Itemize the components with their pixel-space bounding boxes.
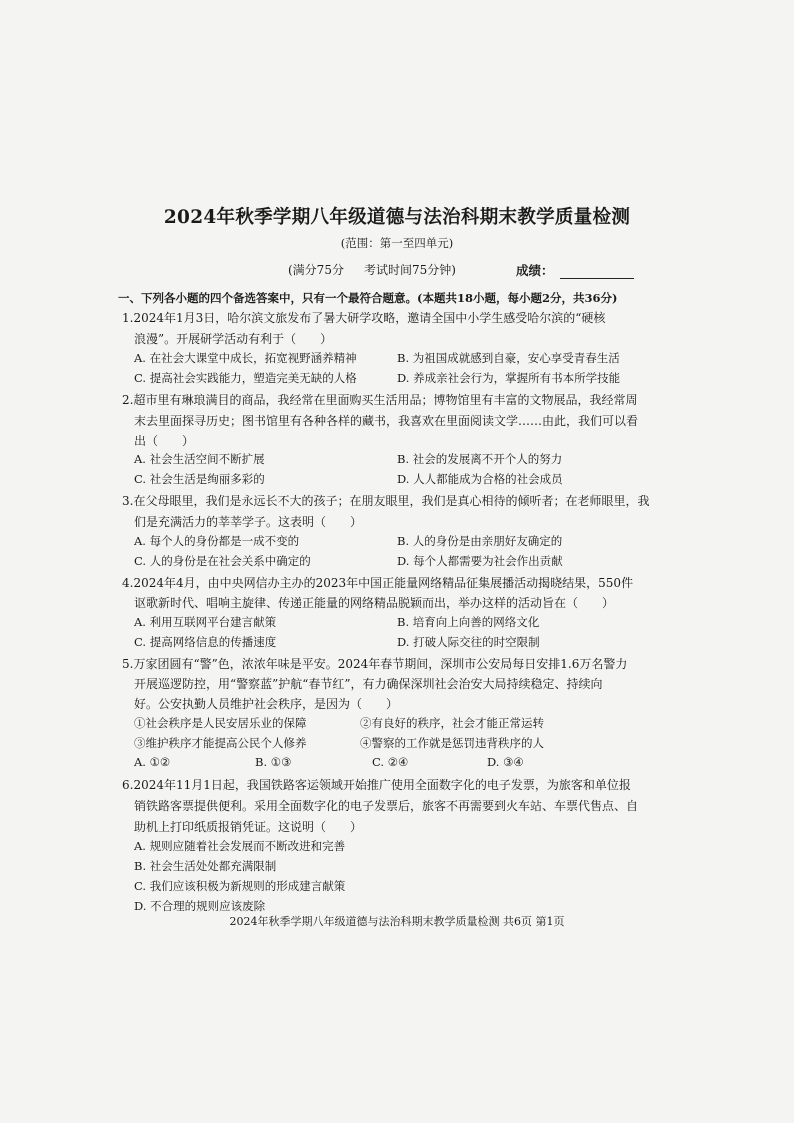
exam-time: 考试时间75分钟): [363, 263, 456, 277]
q3-line1: 3.在父母眼里，我们是永远长不大的孩子；在朋友眼里，我们是真心相待的倾听者；在老师眼里，我: [122, 494, 650, 508]
q2-option-b: B. 社会的发展离不开个人的努力: [397, 452, 563, 466]
q3-line2: 们是充满活力的莘莘学子。这表明（ ）: [134, 515, 363, 529]
q4-line1: 4.2024年4月，由中央网信办主办的2023年中国正能量网络精品征集展播活动揭晓结果，550件: [122, 576, 634, 590]
q6-line3: 助机上打印纸质报销凭证。这说明（ ）: [134, 820, 363, 834]
q1-line1: 1.2024年1月3日，哈尔滨文旅发布了暑大研学攻略，邀请全国中小学生感受哈尔滨的“硬核: [122, 311, 606, 325]
q5-line2: 开展巡逻防控，用“警察蓝”护航“春节红”，有力确保深圳社会治安大局持续稳定、持续向: [134, 677, 603, 691]
q6-option-c: C. 我们应该积极为新规则的形成建言献策: [134, 879, 346, 893]
q6-option-a: A. 规则应随着社会发展而不断改进和完善: [134, 839, 346, 853]
q1-option-c: C. 提高社会实践能力，塑造完美无缺的人格: [134, 371, 357, 385]
page-footer: 2024年秋季学期八年级道德与法治科期末教学质量检测 共6页 第1页: [229, 915, 565, 928]
q2-option-d: D. 人人都能成为合格的社会成员: [397, 472, 563, 486]
q6-option-d: D. 不合理的规则应该废除: [134, 899, 266, 913]
q4-option-a: A. 利用互联网平台建言献策: [134, 615, 277, 629]
q5-option-b: B. ①③: [255, 755, 292, 769]
q5-option-a: A. ①②: [134, 755, 171, 769]
section-heading: 一、下列各小题的四个备选答案中，只有一个最符合题意。(本题共18小题，每小题2分，共36分): [118, 291, 618, 305]
q5-statement-4: ④警察的工作就是惩罚违背秩序的人: [360, 736, 544, 750]
grade-field: [516, 261, 634, 279]
q2-line3: 出（ ）: [134, 434, 195, 448]
q2-option-c: C. 社会生活是绚丽多彩的: [134, 472, 265, 486]
q1-option-d: D. 养成亲社会行为，掌握所有书本所学技能: [397, 371, 621, 385]
q3-option-a: A. 每个人的身份都是一成不变的: [134, 534, 300, 548]
q3-option-d: D. 每个人都需要为社会作出贡献: [397, 554, 563, 568]
q6-option-b: B. 社会生活处处都充满限制: [134, 859, 277, 873]
full-score: (满分75分: [288, 263, 344, 277]
grade-blank: [560, 266, 634, 279]
q4-option-d: D. 打破人际交往的时空限制: [397, 635, 540, 649]
q3-option-b: B. 人的身份是由亲朋好友确定的: [397, 534, 563, 548]
exam-range: (范围：第一至四单元): [340, 236, 454, 250]
q5-option-c: C. ②④: [372, 755, 409, 769]
score-time-line: [288, 261, 456, 278]
q5-line1: 5.万家团圆有“警”色，浓浓年味是平安。2024年春节期间，深圳市公安局每日安排1.6万名警力: [122, 657, 628, 671]
q2-line1: 2.超市里有琳琅满目的商品，我经常在里面购买生活用品；博物馆里有丰富的文物展品，我经常周: [122, 393, 638, 407]
q1-option-b: B. 为祖国成就感到自豪，安心享受青春生活: [397, 351, 620, 365]
q3-option-c: C. 人的身份是在社会关系中确定的: [134, 554, 311, 568]
grade-label: 成绩：: [516, 263, 554, 278]
q5-statement-1: ①社会秩序是人民安居乐业的保障: [134, 716, 307, 730]
q4-line2: 讴歌新时代、唱响主旋律、传递正能量的网络精品脱颖而出，举办这样的活动旨在（ ）: [134, 596, 615, 610]
q5-statement-2: ②有良好的秩序，社会才能正常运转: [360, 716, 544, 730]
q5-line3: 好。公安执勤人员维护社会秩序，是因为（ ）: [134, 697, 399, 711]
q1-option-a: A. 在社会大课堂中成长，拓宽视野涵养精神: [134, 351, 357, 365]
q2-line2: 末去里面探寻历史；图书馆里有各种各样的藏书，我喜欢在里面阅读文学……由此，我们可以看: [134, 414, 639, 428]
q4-option-c: C. 提高网络信息的传播速度: [134, 635, 277, 649]
q2-option-a: A. 社会生活空间不断扩展: [134, 452, 265, 466]
exam-title: 2024年秋季学期八年级道德与法治科期末教学质量检测: [163, 207, 631, 228]
q6-line1: 6.2024年11月1日起，我国铁路客运领域开始推广使用全面数字化的电子发票，为旅客和单位报: [122, 778, 631, 792]
q5-statement-3: ③维护秩序才能提高公民个人修养: [134, 736, 307, 750]
q5-option-d: D. ③④: [487, 755, 524, 769]
q6-line2: 销铁路客票提供便利。采用全面数字化的电子发票后，旅客不再需要到火车站、车票代售点、自: [134, 799, 639, 813]
q1-line2: 浪漫”。开展研学活动有利于（ ）: [134, 332, 333, 346]
q4-option-b: B. 培育向上向善的网络文化: [397, 615, 540, 629]
